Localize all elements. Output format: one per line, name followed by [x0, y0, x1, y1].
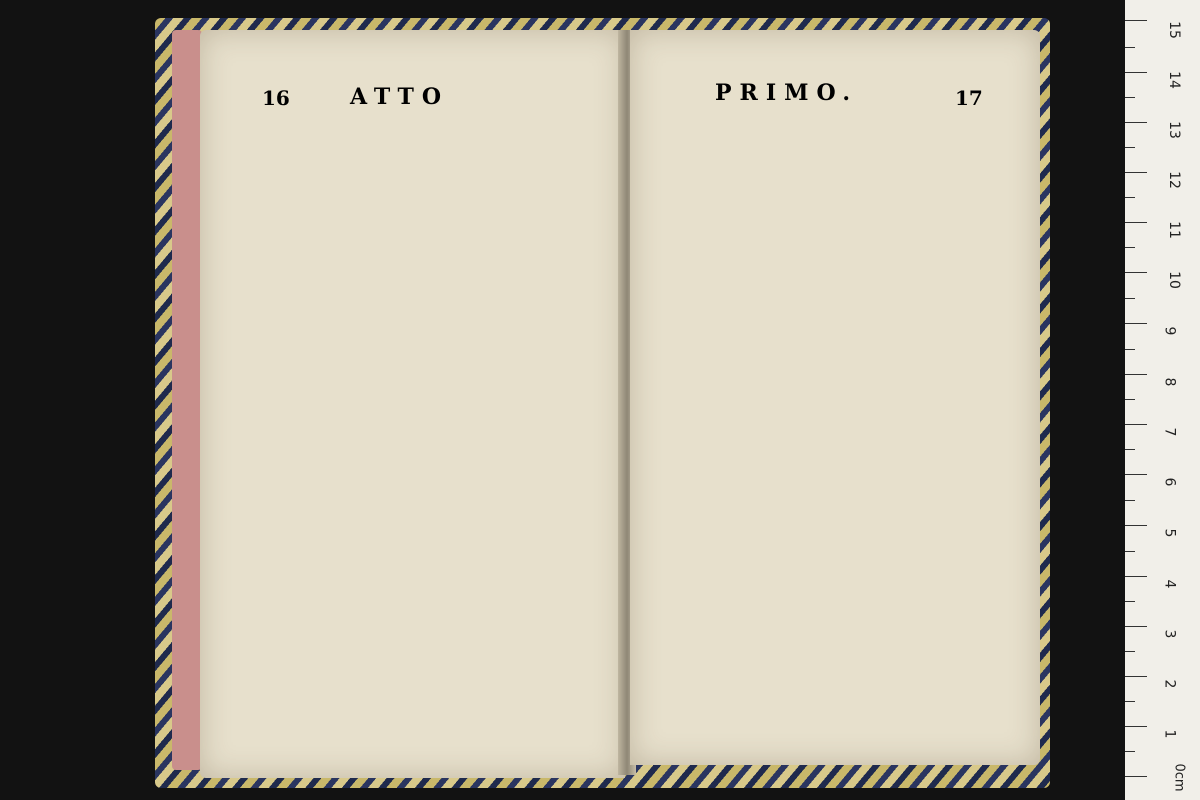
left-running-head: ATTO — [350, 84, 449, 110]
right-running-head: PRIMO. — [715, 80, 859, 106]
page-edges — [172, 30, 202, 770]
ruler-tick — [1125, 349, 1135, 350]
ruler-label: 3 — [1161, 629, 1178, 639]
ruler-tick — [1125, 474, 1147, 475]
ruler-tick — [1125, 298, 1135, 299]
ruler-tick — [1125, 399, 1135, 400]
ruler-tick — [1125, 147, 1135, 148]
ruler-label: 7 — [1161, 427, 1178, 437]
ruler-tick — [1125, 701, 1135, 702]
ruler-label: 5 — [1161, 528, 1178, 538]
ruler-tick — [1125, 222, 1147, 223]
ruler-tick — [1125, 601, 1135, 602]
measuring-ruler — [1125, 0, 1200, 800]
ruler-tick — [1125, 776, 1147, 777]
ruler-tick — [1125, 626, 1147, 627]
ruler-tick — [1125, 751, 1135, 752]
ruler-tick — [1125, 374, 1147, 375]
ruler-label: 1 — [1161, 729, 1178, 739]
ruler-tick — [1125, 97, 1135, 98]
ruler-label: 8 — [1161, 377, 1178, 387]
right-page-number: 17 — [955, 86, 983, 110]
ruler-tick — [1125, 247, 1135, 248]
ruler-tick — [1125, 72, 1147, 73]
ruler-tick — [1125, 651, 1135, 652]
ruler-tick — [1125, 449, 1135, 450]
ruler-tick — [1125, 551, 1135, 552]
ruler-tick — [1125, 726, 1147, 727]
ruler-tick — [1125, 122, 1147, 123]
ruler-label: 15 — [1165, 21, 1182, 39]
ruler-tick — [1125, 676, 1147, 677]
ruler-label: 4 — [1161, 579, 1178, 589]
ruler-label: 12 — [1165, 171, 1182, 189]
left-page — [200, 30, 625, 778]
ruler-tick — [1125, 197, 1135, 198]
ruler-tick — [1125, 272, 1147, 273]
ruler-label: 13 — [1165, 121, 1182, 139]
ruler-label: 10 — [1165, 271, 1182, 289]
ruler-label: 6 — [1161, 477, 1178, 487]
ruler-tick — [1125, 424, 1147, 425]
ruler-tick — [1125, 500, 1135, 501]
ruler-tick — [1125, 47, 1135, 48]
ruler-label: 14 — [1165, 71, 1182, 89]
ruler-unit-label: 0cm — [1171, 763, 1187, 792]
ruler-label: 2 — [1161, 679, 1178, 689]
left-page-number: 16 — [262, 86, 290, 110]
ruler-tick — [1125, 20, 1147, 21]
ruler-tick — [1125, 525, 1147, 526]
ruler-tick — [1125, 576, 1147, 577]
ruler-tick — [1125, 172, 1147, 173]
right-page — [630, 30, 1040, 765]
ruler-label: 11 — [1165, 221, 1182, 239]
ruler-tick — [1125, 323, 1147, 324]
ruler-label: 9 — [1161, 326, 1178, 336]
